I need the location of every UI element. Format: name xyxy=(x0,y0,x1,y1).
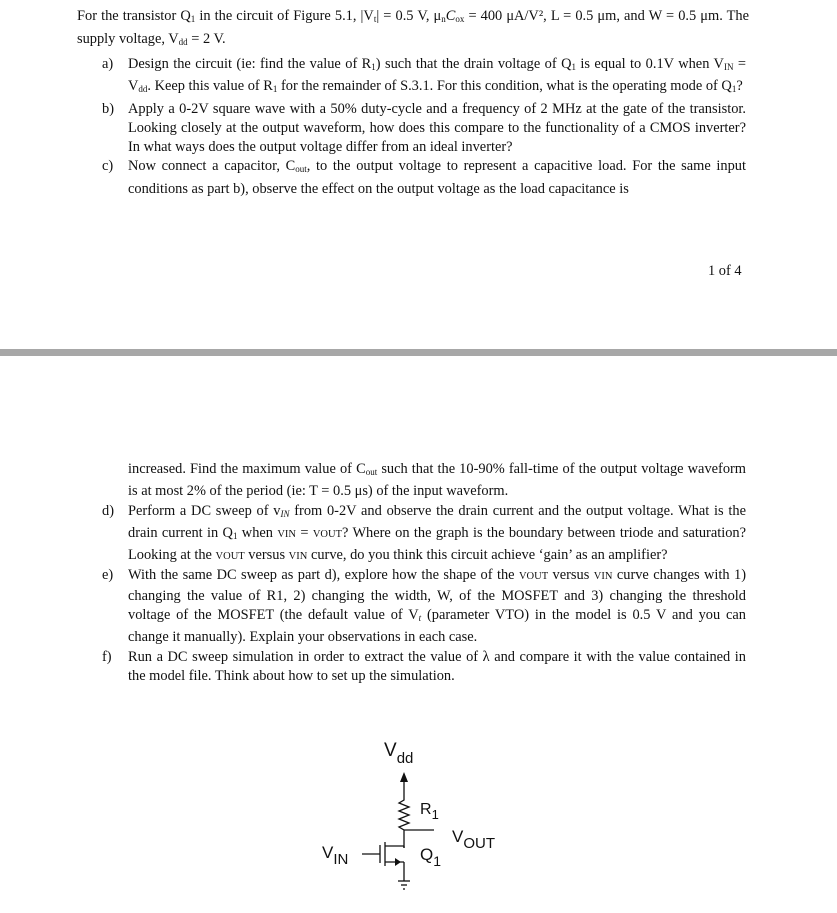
question-d-label: d) xyxy=(102,502,114,519)
vin-label: VIN xyxy=(322,843,349,868)
question-c-continuation: increased. Find the maximum value of $C_{out}$ such that the 10-90% fall-time of the output voltage waveform is at most 2% of the period (ie: T = 0.5 μs) of the input waveform. xyxy=(128,461,746,500)
nmos-transistor-q1 xyxy=(362,842,410,889)
question-c-label: c) xyxy=(102,158,114,175)
vdd-label: $V_{dd}$ xyxy=(384,740,414,767)
question-b-label: b) xyxy=(102,100,114,117)
vdd-supply-arrow xyxy=(400,772,408,796)
circuit-schematic xyxy=(300,736,540,896)
question-e-label: e) xyxy=(102,567,114,584)
question-f: f) Run a DC sweep simulation in order to extract the value of λ and compare it with the value contained in the model file. Think about how to set up the simulation. xyxy=(102,648,746,684)
question-e: e) With the same DC sweep as part d), explore how the shape of the VOUT versus VIN curve changes with 1) changing the value of R1, 2) changing the width, W, of the MOSFET and 3) changing the threshold voltage of the MOSFET (the default value of $V_t$ (parameter VTO) in the model is 0.5 V and you can change it manually). Explain your observations in each case. xyxy=(102,567,746,646)
page-number: 1 of 4 xyxy=(708,263,742,279)
question-c: c) Now connect a capacitor, $C_{out}$, to the output voltage to represent a capacitive load. For the same input conditions as part b), observe the effect on the output voltage as the load capacitance is xyxy=(102,158,746,197)
q1-label: $Q_1$ xyxy=(420,845,442,869)
question-list-page-1 xyxy=(102,55,746,199)
question-list-page-2 xyxy=(102,460,746,686)
question-f-label: f) xyxy=(102,648,112,665)
question-a-label: a) xyxy=(102,56,114,72)
question-a: a) Design the circuit (ie: find the value of $R_1$) such that the drain voltage of $Q_1$ is equal to 0.1V when $V_{IN} = V_{dd}$. Keep this value of $R_1$ for the remainder of S.3.1. For this condition, what is the operating mode of $Q_1$? xyxy=(102,56,747,95)
intro-text: For the transistor Q xyxy=(77,8,191,24)
problem-intro: For the transistor $Q_1$ in the circuit of Figure 5.1, $|V_t| = 0.5$ V, $\mu_nC_{ox} = 400$ μA/V², L = 0.5 μm, and W = 0.5 μm. The supply voltage, $V_{dd} = 2$ V. xyxy=(77,8,750,47)
question-d: d) Perform a DC sweep of $v_{IN}$ from 0-2V and observe the drain current and the output voltage. What is the drain current in $Q_1$ when VIN = VOUT? Where on the graph is the boundary between triode and saturation? Looking at the VOUT versus VIN curve, do you think this circuit achieve ‘gain’ as an amplifier? xyxy=(102,502,746,564)
page-divider xyxy=(0,349,837,356)
document-page-1 xyxy=(0,0,837,352)
document-page-2 xyxy=(0,356,837,913)
r1-label: $R_1$ xyxy=(420,801,439,822)
vout-label: VOUT xyxy=(452,827,496,852)
resistor-r1 xyxy=(399,796,409,848)
question-b: b) Apply a 0-2V square wave with a 50% duty-cycle and a frequency of 2 MHz at the gate of the transistor. Looking closely at the output waveform, how does this compare to the functionality of a CMOS inverter? In what ways does the output voltage differ from an ideal inverter? xyxy=(102,100,746,156)
